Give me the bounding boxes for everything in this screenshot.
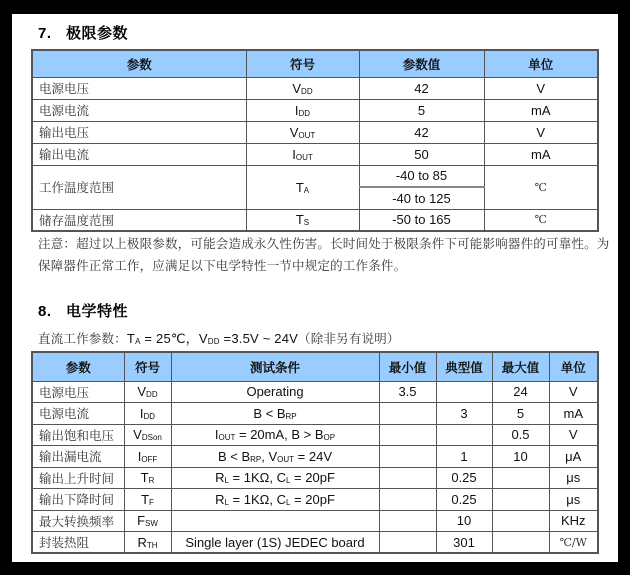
param-cell: 工作温度范围	[32, 165, 246, 209]
table-row	[32, 467, 598, 489]
symbol-cell: $V_{DD}$	[124, 381, 171, 403]
section-number: 7.	[38, 25, 52, 42]
table-row	[32, 424, 598, 446]
note-paragraph: 注意：超过以上极限参数，可能会造成永久性伤害。长时间处于极限条件下可能影响器件的可靠性。为保障器件正常工作，应满足以下电学特性一节中规定的工作条件。	[38, 236, 610, 273]
header-symbol: 符号	[246, 50, 359, 77]
param-cell: 输出饱和电压	[32, 424, 124, 446]
max-cell: 0.5	[492, 424, 549, 446]
typ-cell: 10	[436, 510, 492, 532]
condition-cell: $I_{OUT} = 20mA$, $B > B_{OP}$	[171, 424, 379, 446]
table-row	[32, 77, 598, 99]
header-param: 参数	[32, 50, 246, 77]
absolute-max-ratings-table	[31, 49, 599, 232]
condition-cell: Operating	[171, 381, 379, 403]
unit-cell: V	[549, 424, 598, 446]
header-unit: 单位	[484, 50, 598, 77]
max-cell	[492, 510, 549, 532]
section-7-heading	[38, 22, 128, 43]
header-param: 参数	[32, 352, 124, 381]
param-cell: 电源电压	[32, 381, 124, 403]
condition-cell: $B < B_{RP}$, $V_{OUT} = 24V$	[171, 446, 379, 468]
typ-cell: 0.25	[436, 467, 492, 489]
param-cell: 输出下降时间	[32, 489, 124, 511]
min-cell	[379, 467, 436, 489]
param-cell: 封装热阻	[32, 532, 124, 554]
min-cell: 3.5	[379, 381, 436, 403]
unit-cell: μs	[549, 489, 598, 511]
symbol-cell: $I_{OFF}$	[124, 446, 171, 468]
table-row	[32, 489, 598, 511]
value-cell: 42	[359, 121, 484, 143]
value-cell: -40 to 85	[359, 165, 484, 187]
unit-cell: μA	[549, 446, 598, 468]
unit-cell: ℃	[484, 209, 598, 231]
condition-cell: $B < B_{RP}$	[171, 403, 379, 425]
unit-cell: ℃	[484, 165, 598, 209]
table-row	[32, 510, 598, 532]
table-row	[32, 165, 598, 187]
unit-cell: ℃/W	[549, 532, 598, 554]
value-cell: 5	[359, 99, 484, 121]
table-row	[32, 209, 598, 231]
header-value: 参数值	[359, 50, 484, 77]
value-cell: 42	[359, 77, 484, 99]
dc-conditions-line: 直流工作参数：$T_A$ = 25℃，$V_{DD} =3.5V$ ~ 24V（除非另有说明）	[38, 331, 400, 346]
max-cell: 5	[492, 403, 549, 425]
min-cell	[379, 403, 436, 425]
unit-cell: μs	[549, 467, 598, 489]
max-cell: 24	[492, 381, 549, 403]
max-cell	[492, 489, 549, 511]
value-cell: 50	[359, 143, 484, 165]
unit-cell: mA	[549, 403, 598, 425]
table-row	[32, 143, 598, 165]
symbol-cell: $V_{OUT}$	[246, 121, 359, 143]
min-cell	[379, 446, 436, 468]
header-min: 最小值	[379, 352, 436, 381]
section-title: 极限参数	[66, 24, 129, 42]
value-cell: -50 to 165	[359, 209, 484, 231]
table-row	[32, 121, 598, 143]
symbol-cell: $T_R$	[124, 467, 171, 489]
condition-cell	[171, 510, 379, 532]
unit-cell: mA	[484, 143, 598, 165]
symbol-cell: $T_S$	[246, 209, 359, 231]
table-row	[32, 532, 598, 554]
max-cell	[492, 532, 549, 554]
header-symbol: 符号	[124, 352, 171, 381]
unit-cell: V	[484, 121, 598, 143]
typ-cell: 1	[436, 446, 492, 468]
param-cell: 输出电压	[32, 121, 246, 143]
table-row	[32, 99, 598, 121]
param-cell: 储存温度范围	[32, 209, 246, 231]
symbol-cell: $V_{DD}$	[246, 77, 359, 99]
table-row	[32, 403, 598, 425]
min-cell	[379, 532, 436, 554]
section-title: 电学特性	[66, 302, 129, 320]
typ-cell: 301	[436, 532, 492, 554]
condition-cell: Single layer (1S) JEDEC board	[171, 532, 379, 554]
datasheet-page	[12, 14, 618, 562]
param-cell: 电源电压	[32, 77, 246, 99]
unit-cell: V	[484, 77, 598, 99]
symbol-cell: $V_{DSon}$	[124, 424, 171, 446]
typ-cell	[436, 381, 492, 403]
electrical-characteristics-table	[31, 351, 599, 554]
unit-cell: mA	[484, 99, 598, 121]
max-cell: 10	[492, 446, 549, 468]
param-cell: 电源电流	[32, 403, 124, 425]
param-cell: 最大转换频率	[32, 510, 124, 532]
typ-cell	[436, 424, 492, 446]
param-cell: 输出电流	[32, 143, 246, 165]
header-unit: 单位	[549, 352, 598, 381]
value-cell: -40 to 125	[359, 187, 484, 209]
typ-cell: 3	[436, 403, 492, 425]
unit-cell: V	[549, 381, 598, 403]
header-typ: 典型值	[436, 352, 492, 381]
min-cell	[379, 424, 436, 446]
max-cell	[492, 467, 549, 489]
symbol-cell: $R_{TH}$	[124, 532, 171, 554]
table-header-row	[32, 50, 598, 77]
section-number: 8.	[38, 303, 52, 320]
symbol-cell: $I_{OUT}$	[246, 143, 359, 165]
header-max: 最大值	[492, 352, 549, 381]
min-cell	[379, 489, 436, 511]
param-cell: 输出漏电流	[32, 446, 124, 468]
section-8-heading	[38, 300, 128, 321]
condition-cell: $R_L = 1K\Omega$, $C_L = 20pF$	[171, 467, 379, 489]
unit-cell: KHz	[549, 510, 598, 532]
symbol-cell: $F_{SW}$	[124, 510, 171, 532]
symbol-cell: $T_F$	[124, 489, 171, 511]
param-cell: 输出上升时间	[32, 467, 124, 489]
table-row	[32, 381, 598, 403]
condition-cell: $R_L = 1K\Omega$, $C_L = 20pF$	[171, 489, 379, 511]
symbol-cell: $I_{DD}$	[246, 99, 359, 121]
symbol-cell: $T_A$	[246, 165, 359, 209]
typ-cell: 0.25	[436, 489, 492, 511]
header-test-conditions: 测试条件	[171, 352, 379, 381]
min-cell	[379, 510, 436, 532]
table-header-row	[32, 352, 598, 381]
table-row	[32, 446, 598, 468]
symbol-cell: $I_{DD}$	[124, 403, 171, 425]
param-cell: 电源电流	[32, 99, 246, 121]
